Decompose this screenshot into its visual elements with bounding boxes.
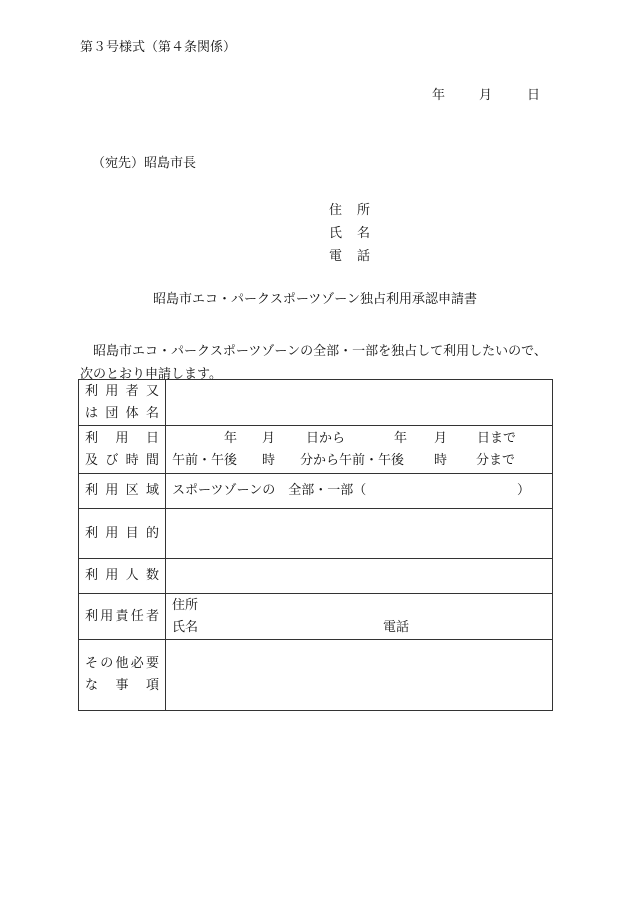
date-year-label: 年 bbox=[432, 88, 446, 103]
form-number: 第３号様式（第４条関係） bbox=[80, 40, 237, 55]
manager-address-label: 住所 bbox=[172, 597, 199, 613]
count-value-cell[interactable] bbox=[166, 559, 553, 594]
date-value-cell[interactable]: 年 月 日から 年 月 日まで 午前・午後 時 分から午前・午後 時 分まで bbox=[166, 426, 553, 474]
area-value-cell[interactable]: スポーツゾーンの 全部・一部（ ） bbox=[166, 474, 553, 509]
user-label-cell: 利用者又 は団体名 bbox=[79, 380, 166, 426]
table-row-user bbox=[79, 380, 553, 426]
count-label-cell: 利用人数 bbox=[79, 559, 166, 594]
intro-paragraph: 昭島市エコ・パークスポーツゾーンの全部・一部を独占して利用したいので、次のとおり申請します。 bbox=[80, 344, 547, 382]
date-month-label: 月 bbox=[479, 88, 493, 103]
date-day-label: 日 bbox=[527, 88, 541, 103]
applicant-name-label: 氏 名 bbox=[329, 226, 371, 241]
manager-name-label: 氏名 bbox=[172, 619, 199, 635]
purpose-label-cell: 利用目的 bbox=[79, 509, 166, 559]
manager-phone-label: 電話 bbox=[383, 619, 410, 635]
table-row-count bbox=[79, 559, 553, 594]
table-row-manager bbox=[79, 594, 553, 640]
date-label-cell: 利 用 日 及び時間 bbox=[79, 426, 166, 474]
addressee: （宛先）昭島市長 bbox=[92, 156, 197, 171]
table-row-area bbox=[79, 474, 553, 509]
manager-label-cell: 利用責任者 bbox=[79, 594, 166, 640]
other-label-cell: その他必要 な 事 項 bbox=[79, 640, 166, 711]
applicant-address-label: 住 所 bbox=[329, 203, 371, 218]
applicant-phone-label: 電 話 bbox=[329, 249, 371, 264]
table-row-purpose bbox=[79, 509, 553, 559]
area-label-cell: 利用区域 bbox=[79, 474, 166, 509]
purpose-value-cell[interactable] bbox=[166, 509, 553, 559]
application-table bbox=[78, 379, 553, 711]
manager-value-cell[interactable] bbox=[166, 594, 553, 640]
user-value-cell[interactable] bbox=[166, 380, 553, 426]
document-title: 昭島市エコ・パークスポーツゾーン独占利用承認申請書 bbox=[152, 292, 478, 307]
other-value-cell[interactable] bbox=[166, 640, 553, 711]
table-row-date bbox=[79, 426, 553, 474]
date-line bbox=[432, 89, 540, 102]
table-row-other bbox=[79, 640, 553, 711]
